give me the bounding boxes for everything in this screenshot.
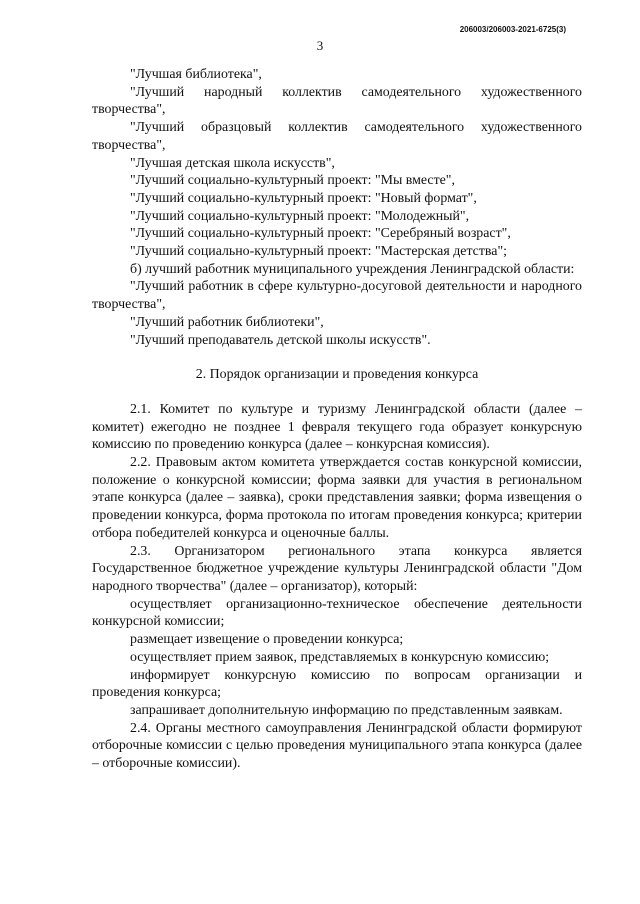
paragraph: "Лучший работник в сфере культурно-досуговой деятельности и народного творчества",	[92, 279, 582, 313]
document-code: 206003/206003-2021-6725(3)	[459, 25, 566, 34]
page-number: 3	[316, 38, 324, 53]
paragraph: 2.4. Органы местного самоуправления Ленинградской области формируют отборочные комиссии с целью проведения муниципального этапа конкурса (далее – отборочные комиссии).	[92, 720, 582, 772]
paragraph: осуществляет прием заявок, представляемых в конкурсную комиссию;	[130, 649, 550, 665]
paragraph: "Лучшая библиотека",	[130, 67, 262, 82]
paragraph: размещает извещение о проведении конкурса;	[130, 632, 404, 648]
paragraph: информирует конкурсную комиссию по вопросам организации и проведения конкурса;	[92, 667, 582, 701]
paragraph: "Лучший работник библиотеки",	[130, 314, 324, 330]
paragraph: 2.1. Комитет по культуре и туризму Ленинградской области (далее – комитет) ежегодно не позднее 1 февраля текущего года образует конкурсную комиссию по проведению конкурса (далее – конкурсная комиссия).	[92, 401, 582, 453]
paragraph: запрашивает дополнительную информацию по представленным заявкам.	[130, 702, 563, 718]
paragraph: "Лучшая детская школа искусств",	[130, 155, 335, 171]
paragraph: 2.2. Правовым актом комитета утверждается состав конкурсной комиссии, положение о конкурсной комиссии; форма заявки для участия в региональном этапе конкурса (далее – заявка), сроки представления заявки; форма извещения о проведении конкурса, форма протокола по итогам проведения конкурса; критерии отбора победителей конкурса и оценочные баллы.	[92, 455, 582, 541]
paragraph: "Лучший социально-культурный проект: "Мастерская детства";	[130, 244, 507, 260]
paragraph: 2.3. Организатором регионального этапа конкурса является Государственное бюджетное учреждение культуры Ленинградской области "Дом народного творчества" (далее – организатор), который:	[92, 543, 582, 594]
section-heading: 2. Порядок организации и проведения конкурса	[195, 367, 479, 383]
paragraph: "Лучший преподаватель детской школы искусств".	[130, 332, 431, 348]
paragraph: "Лучший социально-культурный проект: "Мы вместе",	[130, 173, 455, 189]
paragraph: "Лучший социально-культурный проект: "Новый формат",	[130, 190, 477, 206]
paragraph: "Лучший социально-культурный проект: "Молодежный",	[130, 208, 470, 224]
paragraph: "Лучший социально-культурный проект: "Серебряный возраст",	[130, 226, 511, 242]
paragraph: б) лучший работник муниципального учреждения Ленинградской области:	[130, 261, 575, 277]
paragraph: "Лучший народный коллектив самодеятельного художественного творчества",	[92, 84, 582, 118]
paragraph: осуществляет организационно-техническое обеспечение деятельности конкурсной комиссии;	[92, 596, 582, 630]
paragraph: "Лучший образцовый коллектив самодеятельного художественного творчества",	[92, 120, 582, 153]
document-body	[92, 66, 582, 773]
